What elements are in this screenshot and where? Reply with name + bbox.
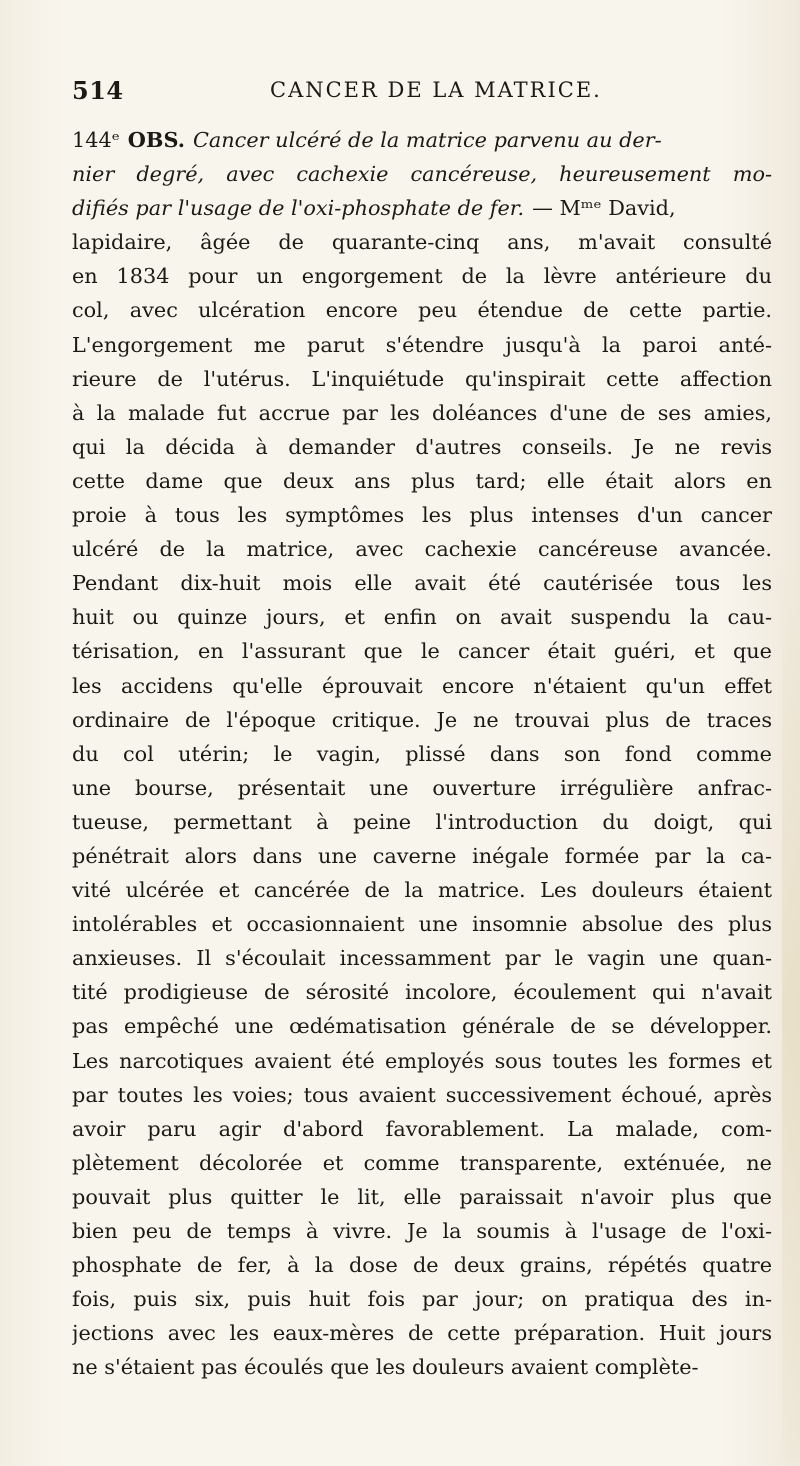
body-line: les accidens qu'elle éprouvait encore n'étaient qu'un effet <box>72 673 772 698</box>
observation-title-line-3 <box>72 191 772 225</box>
body-line: ordinaire de l'époque critique. Je ne trouvai plus de traces <box>72 707 772 732</box>
observation-title-part-1: Cancer ulcéré de la matrice parvenu au der- <box>192 128 662 152</box>
body-line: jections avec les eaux-mères de cette préparation. Huit jours <box>72 1321 772 1346</box>
body-line: pouvait plus quitter le lit, elle paraissait n'avoir plus que <box>72 1184 772 1209</box>
body-line: anxieuses. Il s'écoulait incessamment par le vagin une quan- <box>72 946 772 971</box>
body-line: bien peu de temps à vivre. Je la soumis à l'usage de l'oxi- <box>72 1219 772 1243</box>
body-line: ne s'étaient pas écoulés que les douleurs avaient complète- <box>72 1355 699 1380</box>
body-line: tité prodigieuse de sérosité incolore, écoulement qui n'avait <box>72 980 772 1005</box>
body-line: L'engorgement me parut s'étendre jusqu'à la paroi anté- <box>72 332 772 357</box>
body-line: plètement décolorée et comme transparente, exténuée, ne <box>72 1150 772 1175</box>
body-line: huit ou quinze jours, et enfin on avait suspendu la cau- <box>72 605 772 630</box>
body-line: une bourse, présentait une ouverture irrégulière anfrac- <box>72 775 772 800</box>
body-line: Pendant dix-huit mois elle avait été cautérisée tous les <box>72 571 772 596</box>
running-head: CANCER DE LA MATRICE. <box>270 78 602 102</box>
body-line: phosphate de fer, à la dose de deux grains, répétés quatre <box>72 1253 772 1278</box>
observation-text <box>72 123 772 1384</box>
paper-stain <box>782 560 800 1460</box>
body-line: fois, puis six, puis huit fois par jour; on pratiqua des in- <box>72 1287 772 1312</box>
body-line: col, avec ulcération encore peu étendue de cette partie. <box>72 298 772 323</box>
body-line: pas empêché une œdématisation générale de se développer. <box>72 1014 772 1039</box>
page-number: 514 <box>72 76 124 105</box>
body-line: cette dame que deux ans plus tard; elle était alors en <box>72 468 772 493</box>
observation-title-line-1 <box>72 123 772 157</box>
body-line: à la malade fut accrue par les doléances d'une de ses amies, <box>72 400 772 425</box>
observation-title-part-3: difiés par l'usage de l'oxi-phosphate de fer. <box>72 196 525 221</box>
observation-title-line-2: nier degré, avec cachexie cancéreuse, heureusement mo- <box>72 162 772 187</box>
body-line: proie à tous les symptômes les plus intenses d'un cancer <box>72 503 772 528</box>
body-line: tueuse, permettant à peine l'introduction du doigt, qui <box>72 809 772 834</box>
body-line: en 1834 pour un engorgement de la lèvre antérieure du <box>72 264 772 289</box>
page-header <box>72 76 792 108</box>
observation-number: 144ᵉ <box>72 128 120 152</box>
body-line: qui la décida à demander d'autres conseils. Je ne revis <box>72 434 772 459</box>
body-line: Les narcotiques avaient été employés sous toutes les formes et <box>72 1048 772 1073</box>
body-line: rieure de l'utérus. L'inquiétude qu'inspirait cette affection <box>72 366 772 391</box>
body-line: vité ulcérée et cancérée de la matrice. Les douleurs étaient <box>72 878 772 903</box>
body-line: du col utérin; le vagin, plissé dans son fond comme <box>72 741 772 766</box>
body-line: par toutes les voies; tous avaient successivement échoué, après <box>72 1082 772 1107</box>
body-line: térisation, en l'assurant que le cancer était guéri, et que <box>72 639 772 664</box>
observation-label: OBS. <box>127 127 185 152</box>
body-line: intolérables et occasionnaient une insomnie absolue des plus <box>72 912 772 937</box>
body-line: lapidaire, âgée de quarante-cinq ans, m'avait consulté <box>72 230 772 255</box>
observation-title-tail: — Mᵐᵉ David, <box>532 196 676 221</box>
body-line: pénétrait alors dans une caverne inégale formée par la ca- <box>72 843 772 868</box>
body-line: ulcéré de la matrice, avec cachexie cancéreuse avancée. <box>72 537 772 562</box>
body-line: avoir paru agir d'abord favorablement. La malade, com- <box>72 1116 772 1141</box>
